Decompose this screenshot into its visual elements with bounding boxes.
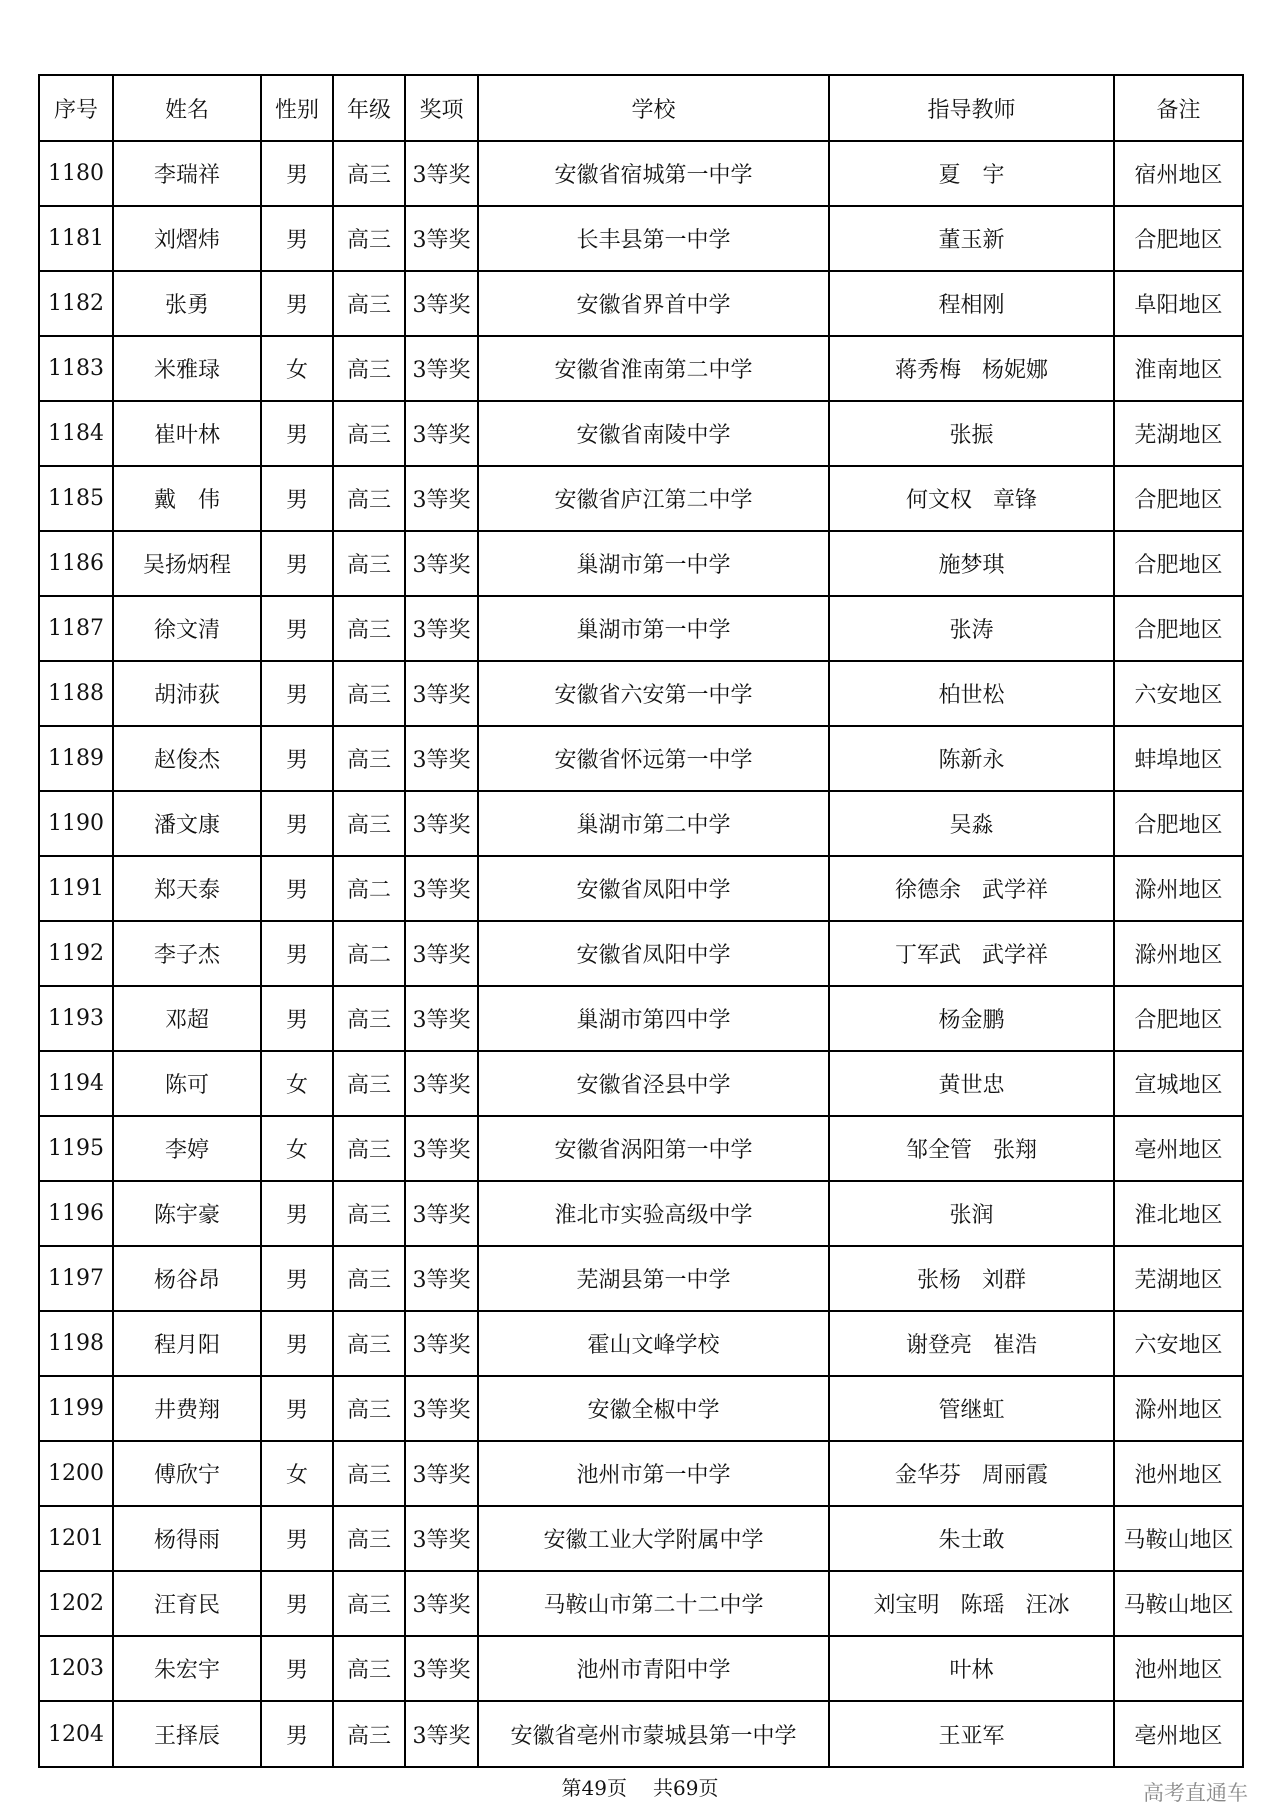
cell-no: 1193 [39, 986, 113, 1051]
table-row [39, 271, 1243, 336]
cell-remark: 马鞍山地区 [1114, 1506, 1243, 1571]
header-grade: 年级 [333, 75, 405, 141]
cell-grade: 高三 [333, 141, 405, 206]
cell-grade: 高三 [333, 791, 405, 856]
cell-remark: 淮北地区 [1114, 1181, 1243, 1246]
cell-teacher: 徐德余 武学祥 [829, 856, 1114, 921]
cell-award: 3等奖 [405, 1181, 478, 1246]
cell-name: 杨谷昂 [113, 1246, 261, 1311]
cell-name: 李子杰 [113, 921, 261, 986]
cell-no: 1198 [39, 1311, 113, 1376]
table-row [39, 921, 1243, 986]
table-row [39, 726, 1243, 791]
cell-no: 1180 [39, 141, 113, 206]
table-row [39, 1636, 1243, 1701]
cell-teacher: 黄世忠 [829, 1051, 1114, 1116]
cell-school: 安徽省淮南第二中学 [478, 336, 829, 401]
cell-no: 1182 [39, 271, 113, 336]
cell-name: 李瑞祥 [113, 141, 261, 206]
cell-no: 1192 [39, 921, 113, 986]
cell-grade: 高三 [333, 1506, 405, 1571]
table-row [39, 206, 1243, 271]
cell-teacher: 朱士敢 [829, 1506, 1114, 1571]
cell-no: 1195 [39, 1116, 113, 1181]
cell-name: 赵俊杰 [113, 726, 261, 791]
cell-no: 1194 [39, 1051, 113, 1116]
cell-grade: 高三 [333, 1181, 405, 1246]
awards-table [38, 74, 1244, 1768]
table-row [39, 531, 1243, 596]
cell-gender: 女 [261, 336, 333, 401]
cell-school: 池州市第一中学 [478, 1441, 829, 1506]
cell-school: 安徽省怀远第一中学 [478, 726, 829, 791]
cell-teacher: 张杨 刘群 [829, 1246, 1114, 1311]
header-remark: 备注 [1114, 75, 1243, 141]
cell-teacher: 丁军武 武学祥 [829, 921, 1114, 986]
cell-remark: 淮南地区 [1114, 336, 1243, 401]
header-name: 姓名 [113, 75, 261, 141]
cell-remark: 合肥地区 [1114, 466, 1243, 531]
cell-teacher: 邹全管 张翔 [829, 1116, 1114, 1181]
cell-teacher: 程相刚 [829, 271, 1114, 336]
cell-name: 杨得雨 [113, 1506, 261, 1571]
cell-teacher: 何文权 章锋 [829, 466, 1114, 531]
cell-no: 1184 [39, 401, 113, 466]
cell-name: 井费翔 [113, 1376, 261, 1441]
cell-grade: 高三 [333, 1311, 405, 1376]
cell-name: 张勇 [113, 271, 261, 336]
cell-gender: 男 [261, 1636, 333, 1701]
cell-grade: 高三 [333, 1116, 405, 1181]
cell-name: 吴扬炳程 [113, 531, 261, 596]
cell-remark: 马鞍山地区 [1114, 1571, 1243, 1636]
cell-gender: 男 [261, 1246, 333, 1311]
cell-gender: 男 [261, 466, 333, 531]
cell-name: 汪育民 [113, 1571, 261, 1636]
cell-gender: 男 [261, 1311, 333, 1376]
cell-no: 1201 [39, 1506, 113, 1571]
cell-remark: 滁州地区 [1114, 856, 1243, 921]
cell-teacher: 吴淼 [829, 791, 1114, 856]
cell-school: 安徽省界首中学 [478, 271, 829, 336]
cell-gender: 男 [261, 1376, 333, 1441]
cell-gender: 男 [261, 531, 333, 596]
table-row [39, 1441, 1243, 1506]
cell-gender: 男 [261, 401, 333, 466]
cell-grade: 高三 [333, 206, 405, 271]
cell-grade: 高三 [333, 596, 405, 661]
cell-gender: 男 [261, 661, 333, 726]
cell-school: 安徽省六安第一中学 [478, 661, 829, 726]
cell-teacher: 张振 [829, 401, 1114, 466]
cell-grade: 高三 [333, 1051, 405, 1116]
cell-teacher: 金华芬 周丽霞 [829, 1441, 1114, 1506]
header-school: 学校 [478, 75, 829, 141]
cell-no: 1183 [39, 336, 113, 401]
cell-grade: 高三 [333, 466, 405, 531]
cell-award: 3等奖 [405, 596, 478, 661]
cell-grade: 高三 [333, 1441, 405, 1506]
cell-award: 3等奖 [405, 1246, 478, 1311]
cell-remark: 池州地区 [1114, 1441, 1243, 1506]
cell-school: 安徽省凤阳中学 [478, 921, 829, 986]
table-row [39, 401, 1243, 466]
cell-school: 安徽全椒中学 [478, 1376, 829, 1441]
cell-name: 胡沛荻 [113, 661, 261, 726]
table-row [39, 661, 1243, 726]
cell-no: 1204 [39, 1701, 113, 1767]
cell-grade: 高三 [333, 1636, 405, 1701]
cell-no: 1181 [39, 206, 113, 271]
header-row [39, 75, 1243, 141]
cell-gender: 男 [261, 856, 333, 921]
cell-school: 安徽省宿城第一中学 [478, 141, 829, 206]
cell-award: 3等奖 [405, 921, 478, 986]
cell-award: 3等奖 [405, 791, 478, 856]
cell-remark: 合肥地区 [1114, 596, 1243, 661]
watermark-text: 高考直通车 [1143, 1781, 1248, 1805]
cell-award: 3等奖 [405, 206, 478, 271]
cell-award: 3等奖 [405, 1506, 478, 1571]
cell-no: 1202 [39, 1571, 113, 1636]
cell-name: 李婷 [113, 1116, 261, 1181]
cell-remark: 滁州地区 [1114, 921, 1243, 986]
cell-award: 3等奖 [405, 531, 478, 596]
cell-teacher: 王亚军 [829, 1701, 1114, 1767]
cell-name: 程月阳 [113, 1311, 261, 1376]
table-row [39, 856, 1243, 921]
cell-remark: 芜湖地区 [1114, 401, 1243, 466]
cell-remark: 六安地区 [1114, 661, 1243, 726]
cell-school: 马鞍山市第二十二中学 [478, 1571, 829, 1636]
cell-remark: 合肥地区 [1114, 986, 1243, 1051]
cell-remark: 阜阳地区 [1114, 271, 1243, 336]
cell-teacher: 杨金鹏 [829, 986, 1114, 1051]
cell-school: 安徽省凤阳中学 [478, 856, 829, 921]
cell-name: 米雅琭 [113, 336, 261, 401]
cell-award: 3等奖 [405, 141, 478, 206]
cell-school: 长丰县第一中学 [478, 206, 829, 271]
cell-grade: 高三 [333, 986, 405, 1051]
header-gender: 性别 [261, 75, 333, 141]
cell-grade: 高二 [333, 921, 405, 986]
cell-grade: 高三 [333, 1376, 405, 1441]
cell-grade: 高二 [333, 856, 405, 921]
cell-name: 崔叶林 [113, 401, 261, 466]
cell-grade: 高三 [333, 401, 405, 466]
cell-gender: 男 [261, 1506, 333, 1571]
table-row [39, 1506, 1243, 1571]
cell-award: 3等奖 [405, 466, 478, 531]
cell-school: 芜湖县第一中学 [478, 1246, 829, 1311]
cell-teacher: 夏 宇 [829, 141, 1114, 206]
cell-name: 邓超 [113, 986, 261, 1051]
cell-name: 潘文康 [113, 791, 261, 856]
cell-teacher: 刘宝明 陈瑶 汪冰 [829, 1571, 1114, 1636]
cell-remark: 池州地区 [1114, 1636, 1243, 1701]
cell-grade: 高三 [333, 661, 405, 726]
table-row [39, 1571, 1243, 1636]
cell-school: 安徽工业大学附属中学 [478, 1506, 829, 1571]
cell-name: 郑天泰 [113, 856, 261, 921]
cell-school: 安徽省涡阳第一中学 [478, 1116, 829, 1181]
header-award: 奖项 [405, 75, 478, 141]
cell-award: 3等奖 [405, 856, 478, 921]
cell-no: 1189 [39, 726, 113, 791]
cell-teacher: 张涛 [829, 596, 1114, 661]
cell-award: 3等奖 [405, 661, 478, 726]
cell-name: 徐文清 [113, 596, 261, 661]
table-row [39, 141, 1243, 206]
cell-teacher: 管继虹 [829, 1376, 1114, 1441]
cell-teacher: 谢登亮 崔浩 [829, 1311, 1114, 1376]
table-row [39, 1701, 1243, 1767]
cell-name: 戴 伟 [113, 466, 261, 531]
cell-school: 安徽省南陵中学 [478, 401, 829, 466]
cell-name: 王择辰 [113, 1701, 261, 1767]
cell-name: 陈宇豪 [113, 1181, 261, 1246]
cell-remark: 六安地区 [1114, 1311, 1243, 1376]
cell-gender: 男 [261, 1571, 333, 1636]
cell-school: 巢湖市第一中学 [478, 596, 829, 661]
cell-school: 安徽省泾县中学 [478, 1051, 829, 1116]
cell-award: 3等奖 [405, 1571, 478, 1636]
table-row [39, 1181, 1243, 1246]
cell-grade: 高三 [333, 726, 405, 791]
page-number: 第49页 [561, 1776, 627, 1800]
cell-gender: 男 [261, 791, 333, 856]
cell-remark: 宿州地区 [1114, 141, 1243, 206]
cell-gender: 男 [261, 986, 333, 1051]
cell-no: 1203 [39, 1636, 113, 1701]
cell-grade: 高三 [333, 271, 405, 336]
cell-teacher: 董玉新 [829, 206, 1114, 271]
cell-school: 淮北市实验高级中学 [478, 1181, 829, 1246]
cell-remark: 合肥地区 [1114, 791, 1243, 856]
cell-award: 3等奖 [405, 1116, 478, 1181]
cell-gender: 男 [261, 1701, 333, 1767]
cell-teacher: 张润 [829, 1181, 1114, 1246]
cell-remark: 滁州地区 [1114, 1376, 1243, 1441]
cell-school: 霍山文峰学校 [478, 1311, 829, 1376]
cell-teacher: 叶林 [829, 1636, 1114, 1701]
table-row [39, 1311, 1243, 1376]
cell-award: 3等奖 [405, 1376, 478, 1441]
cell-grade: 高三 [333, 1701, 405, 1767]
cell-award: 3等奖 [405, 271, 478, 336]
table-row [39, 596, 1243, 661]
cell-name: 朱宏宇 [113, 1636, 261, 1701]
cell-teacher: 陈新永 [829, 726, 1114, 791]
cell-gender: 女 [261, 1051, 333, 1116]
cell-name: 傅欣宁 [113, 1441, 261, 1506]
cell-gender: 男 [261, 921, 333, 986]
cell-no: 1188 [39, 661, 113, 726]
cell-no: 1199 [39, 1376, 113, 1441]
cell-gender: 女 [261, 1441, 333, 1506]
cell-school: 安徽省庐江第二中学 [478, 466, 829, 531]
cell-award: 3等奖 [405, 1441, 478, 1506]
cell-no: 1185 [39, 466, 113, 531]
cell-award: 3等奖 [405, 1311, 478, 1376]
header-teacher: 指导教师 [829, 75, 1114, 141]
cell-gender: 女 [261, 1116, 333, 1181]
cell-grade: 高三 [333, 531, 405, 596]
cell-no: 1186 [39, 531, 113, 596]
cell-award: 3等奖 [405, 986, 478, 1051]
table-row [39, 1376, 1243, 1441]
cell-award: 3等奖 [405, 336, 478, 401]
cell-school: 池州市青阳中学 [478, 1636, 829, 1701]
cell-grade: 高三 [333, 1571, 405, 1636]
cell-award: 3等奖 [405, 1636, 478, 1701]
cell-remark: 亳州地区 [1114, 1701, 1243, 1767]
table-row [39, 466, 1243, 531]
cell-school: 巢湖市第一中学 [478, 531, 829, 596]
cell-grade: 高三 [333, 336, 405, 401]
cell-gender: 男 [261, 1181, 333, 1246]
cell-no: 1196 [39, 1181, 113, 1246]
cell-award: 3等奖 [405, 726, 478, 791]
cell-no: 1197 [39, 1246, 113, 1311]
header-no: 序号 [39, 75, 113, 141]
table-row [39, 336, 1243, 401]
table-row [39, 986, 1243, 1051]
cell-award: 3等奖 [405, 401, 478, 466]
table-row [39, 1051, 1243, 1116]
cell-school: 巢湖市第四中学 [478, 986, 829, 1051]
cell-gender: 男 [261, 206, 333, 271]
cell-gender: 男 [261, 726, 333, 791]
cell-no: 1187 [39, 596, 113, 661]
cell-remark: 亳州地区 [1114, 1116, 1243, 1181]
table-row [39, 791, 1243, 856]
cell-remark: 宣城地区 [1114, 1051, 1243, 1116]
cell-name: 刘熠炜 [113, 206, 261, 271]
cell-teacher: 施梦琪 [829, 531, 1114, 596]
cell-school: 安徽省亳州市蒙城县第一中学 [478, 1701, 829, 1767]
page-footer [0, 1772, 1280, 1801]
cell-teacher: 柏世松 [829, 661, 1114, 726]
cell-gender: 男 [261, 271, 333, 336]
cell-name: 陈可 [113, 1051, 261, 1116]
cell-award: 3等奖 [405, 1051, 478, 1116]
cell-remark: 合肥地区 [1114, 531, 1243, 596]
cell-award: 3等奖 [405, 1701, 478, 1767]
cell-school: 巢湖市第二中学 [478, 791, 829, 856]
cell-remark: 芜湖地区 [1114, 1246, 1243, 1311]
cell-remark: 蚌埠地区 [1114, 726, 1243, 791]
table-body [39, 141, 1243, 1767]
cell-gender: 男 [261, 141, 333, 206]
table-row [39, 1246, 1243, 1311]
table-row [39, 1116, 1243, 1181]
page-total: 共69页 [653, 1776, 719, 1800]
cell-remark: 合肥地区 [1114, 206, 1243, 271]
cell-grade: 高三 [333, 1246, 405, 1311]
cell-no: 1190 [39, 791, 113, 856]
cell-no: 1200 [39, 1441, 113, 1506]
cell-no: 1191 [39, 856, 113, 921]
cell-gender: 男 [261, 596, 333, 661]
cell-teacher: 蒋秀梅 杨妮娜 [829, 336, 1114, 401]
